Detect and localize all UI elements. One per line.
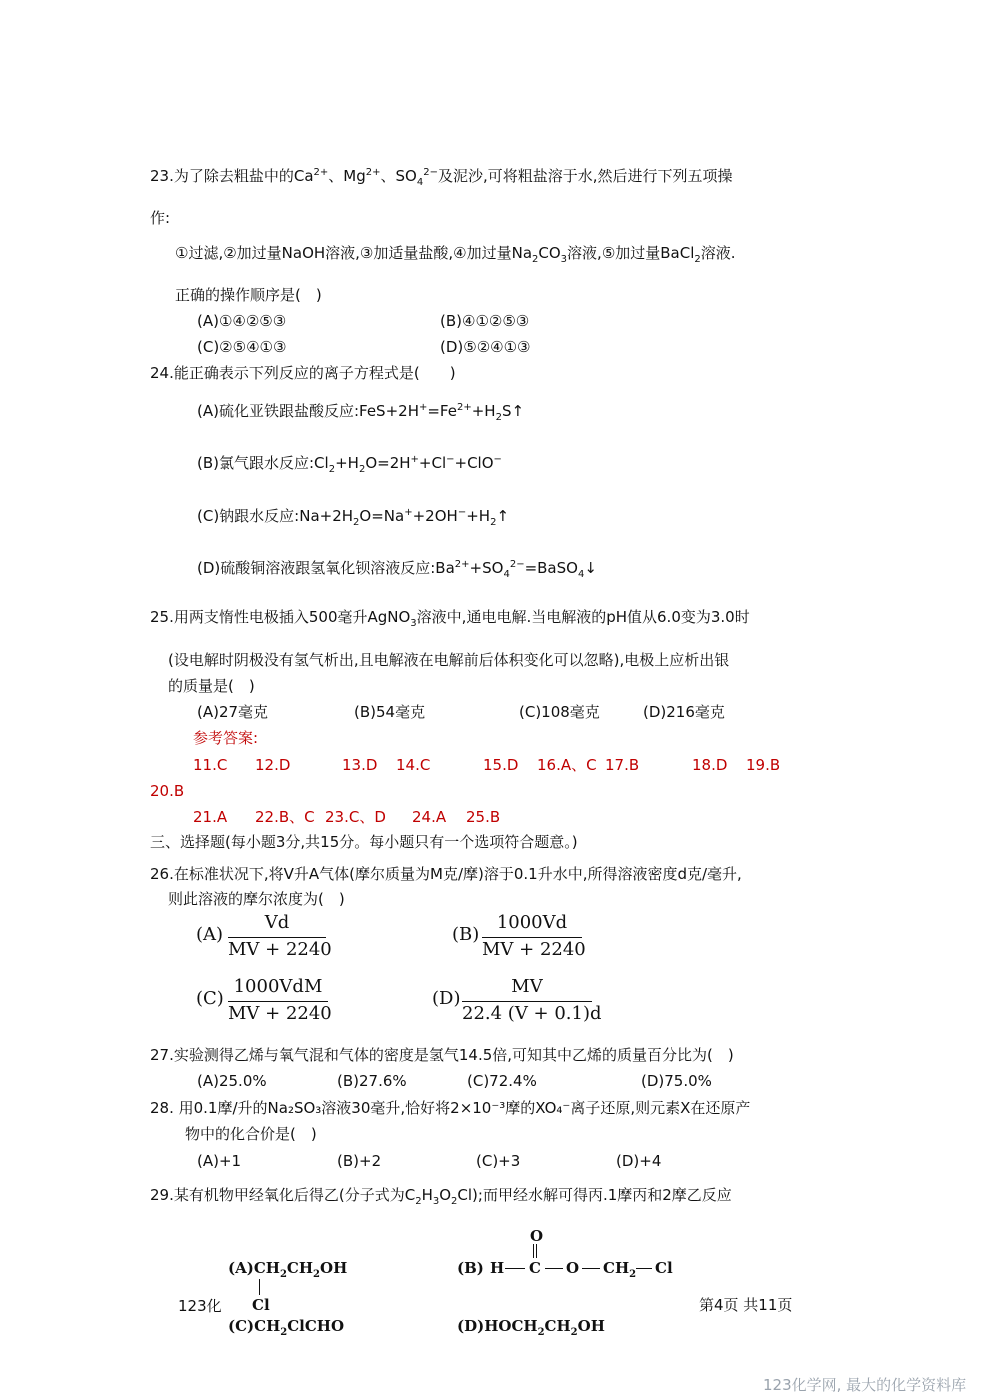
answer-11: 11.C — [193, 756, 228, 774]
answer-24: 24.A — [412, 808, 447, 826]
answer-15: 15.D — [483, 756, 519, 774]
q27-stem: 27.实验测得乙烯与氧气混和气体的密度是氢气14.5倍,可知其中乙烯的质量百分比为( ) — [150, 1046, 734, 1064]
q29-b-h: H — [490, 1259, 505, 1277]
fraction-bar — [228, 1001, 328, 1002]
q29-b-c: C — [529, 1259, 541, 1277]
footer-watermark: 123化学网, 最大的化学资料库 — [763, 1376, 967, 1394]
q28-option-a: (A)+1 — [197, 1152, 242, 1170]
q28-line2: 物中的化合价是( ) — [185, 1125, 317, 1143]
q27-option-c: (C)72.4% — [467, 1072, 537, 1090]
q29-stem: 29.某有机物甲经氧化后得乙(分子式为$C_2H_3O_2Cl$);而甲经水解可得丙.1摩丙和2摩乙反应 — [150, 1186, 732, 1207]
q29-a-bond — [259, 1279, 260, 1295]
q29-option-a: $(A)CH_2CH_2OH$ — [228, 1259, 348, 1280]
q24-stem: 24.能正确表示下列反应的离子方程式是( ) — [150, 364, 456, 382]
q26-option-a: (A) Vd MV + 2240 — [196, 912, 332, 960]
q26-option-d: (D) MV 22.4 (V + 0.1)d — [432, 976, 602, 1024]
page-number: 第4页 共11页 — [699, 1296, 793, 1314]
q24-option-a: (A)硫化亚铁跟盐酸反应$:FeS+2H^+=Fe^{2+}+H_2S↑$ — [197, 402, 525, 423]
answer-19: 19.B — [746, 756, 781, 774]
q28-option-c: (C)+3 — [476, 1152, 521, 1170]
q23-option-c: (C)②⑤④①③ — [197, 338, 287, 356]
q25-option-c: (C)108毫克 — [519, 703, 600, 721]
fraction-bar — [228, 937, 326, 938]
page-left-label: 123化 — [178, 1297, 222, 1315]
answer-17: 17.B — [605, 756, 640, 774]
q25-line3: 的质量是( ) — [168, 677, 255, 695]
q29-a-branch: Cl — [252, 1296, 270, 1314]
q23-line1: 23.为了除去粗盐中的$Ca^{2+}$、$Mg^{2+}$、$SO_4^{2-}$及泥沙,可将粗盐溶于水,然后进行下列五项操 — [150, 167, 733, 188]
answer-22: 22.B、C — [255, 808, 315, 826]
q29-option-b-label: (B) — [457, 1259, 484, 1277]
q29-option-c: $(C)CH_2ClCHO$ — [228, 1317, 345, 1338]
q29-b-o: O — [566, 1259, 580, 1277]
q23-option-d: (D)⑤②④①③ — [440, 338, 531, 356]
q23-operations: ①过滤,②加过量NaOH溶液,③加适量盐酸,④加过量$Na_2CO_3$溶液,⑤加过量BaCl$_2$溶液. — [175, 244, 736, 265]
q24-option-d: (D)硫酸铜溶液跟氢氧化钡溶液反应$:Ba^{2+}+SO_4^{2-}=BaSO_4↓$ — [197, 559, 597, 580]
q28-option-b: (B)+2 — [337, 1152, 382, 1170]
answer-25: 25.B — [466, 808, 501, 826]
q29-b-bond-1 — [505, 1268, 525, 1269]
q23-line2: 作: — [150, 209, 171, 227]
answers-title: 参考答案: — [193, 729, 259, 747]
answer-23: 23.C、D — [325, 808, 386, 826]
answer-16: 16.A、C — [537, 756, 597, 774]
q25-stem: 25.用两支惰性电极插入500毫升AgNO$_3$溶液中,通电电解.当电解液的pH值从6.0变为3.0时 — [150, 608, 750, 629]
q24-option-c: (C)钠跟水反应$:Na+2H_2O=Na^++2OH^-+H_2↑$ — [197, 507, 510, 528]
q26-option-b: (B) 1000Vd MV + 2240 — [452, 912, 586, 960]
q25-option-a: (A)27毫克 — [197, 703, 269, 721]
q25-line2: (设电解时阴极没有氢气析出,且电解液在电解前后体积变化可以忽略),电极上应析出银 — [168, 651, 730, 669]
q23-option-a: (A)①④②⑤③ — [197, 312, 287, 330]
q25-option-d: (D)216毫克 — [643, 703, 725, 721]
answer-20: 20.B — [150, 782, 185, 800]
answer-14: 14.C — [396, 756, 431, 774]
q29-b-ch2: $CH_2$ — [603, 1259, 637, 1280]
q27-option-b: (B)27.6% — [337, 1072, 407, 1090]
q27-option-a: (A)25.0% — [197, 1072, 267, 1090]
q26-option-c: (C) 1000VdM MV + 2240 — [196, 976, 332, 1024]
answer-13: 13.D — [342, 756, 378, 774]
q23-prompt: 正确的操作顺序是( ) — [175, 286, 322, 304]
fraction-bar — [462, 1001, 592, 1002]
q29-option-d: $(D)HOCH_2CH_2OH$ — [457, 1317, 605, 1338]
answer-12: 12.D — [255, 756, 291, 774]
q24-option-b: (B)氯气跟水反应$:Cl_2+H_2O=2H^++Cl^-+ClO^-$ — [197, 454, 502, 475]
q29-b-bond-4 — [636, 1268, 652, 1269]
q29-b-cl: Cl — [655, 1259, 673, 1277]
q25-option-b: (B)54毫克 — [354, 703, 426, 721]
q23-option-b: (B)④①②⑤③ — [440, 312, 530, 330]
q28-line1: 28. 用0.1摩/升的Na₂SO₃溶液30毫升,恰好将2×10⁻³摩的XO₄⁻离子还原,则元素X在还原产 — [150, 1099, 751, 1117]
fraction-bar — [482, 937, 582, 938]
q26-line2: 则此溶液的摩尔浓度为( ) — [168, 890, 345, 908]
answer-21: 21.A — [193, 808, 228, 826]
q29-b-carbonyl-o: O — [530, 1227, 544, 1245]
q26-line1: 26.在标准状况下,将V升A气体(摩尔质量为M克/摩)溶于0.1升水中,所得溶液密度d克/毫升, — [150, 865, 742, 883]
q29-b-double-bond — [533, 1244, 537, 1258]
answer-18: 18.D — [692, 756, 728, 774]
q27-option-d: (D)75.0% — [641, 1072, 712, 1090]
section-3-heading: 三、选择题(每小题3分,共15分。每小题只有一个选项符合题意。) — [150, 833, 578, 851]
q29-b-bond-3 — [582, 1268, 600, 1269]
q28-option-d: (D)+4 — [616, 1152, 662, 1170]
q29-b-bond-2 — [545, 1268, 563, 1269]
